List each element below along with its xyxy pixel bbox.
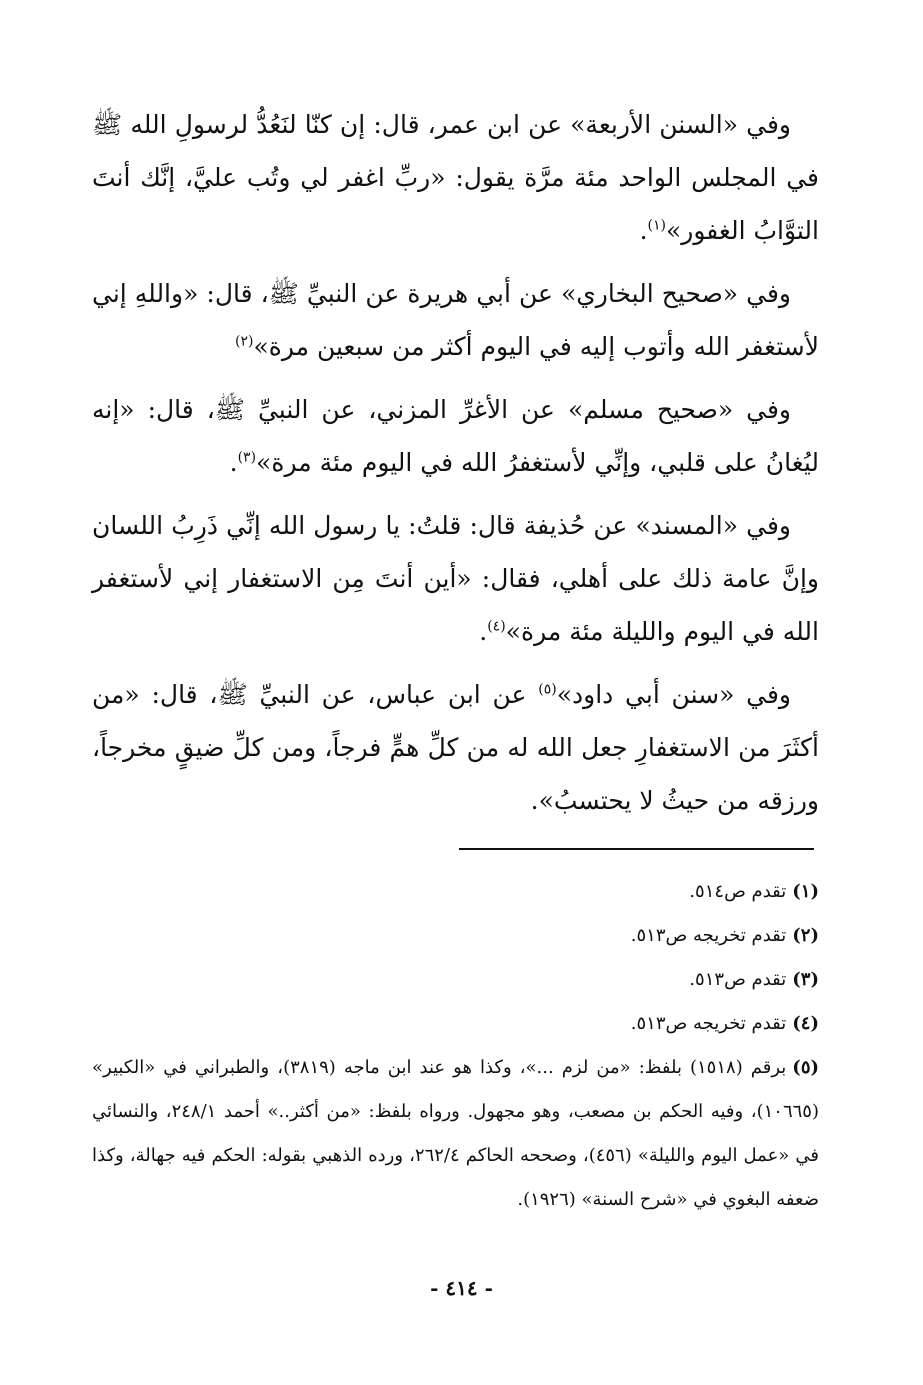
- footnote-number: (٢): [792, 925, 819, 946]
- footnote-3: [92, 958, 819, 1002]
- footnote-2: [92, 914, 819, 958]
- paragraph-text: وفي «السنن الأربعة» عن ابن عمر، قال: إن كنّا لنَعُدُّ لرسولِ الله ﷺ في المجلس الواحد مئة مرَّة يقول: «ربِّ اغفر لي وتُب عليَّ، إنَّك أنتَ التوَّابُ الغفور»: [92, 110, 819, 245]
- paragraph-sunan-arbaa: [92, 98, 819, 257]
- footnotes: [92, 870, 819, 1222]
- footnote-divider: [459, 848, 814, 850]
- footnote-number: (٣): [792, 969, 819, 990]
- paragraph-muslim: [92, 383, 819, 489]
- footnote-text: تقدم تخريجه ص٥١٣.: [630, 1013, 787, 1034]
- paragraph-text: وفي «سنن أبي داود»: [556, 680, 791, 709]
- footnote-ref: (٣): [237, 449, 257, 466]
- paragraph-text: وفي «المسند» عن حُذيفة قال: قلتُ: يا رسول الله إنِّي ذَرِبُ اللسان وإنَّ عامة ذلك على أهلي، فقال: «أين أنتَ مِن الاستغفار إني لأستغفر الله في اليوم والليلة مئة مرة»: [92, 511, 819, 646]
- footnote-number: (٥): [792, 1057, 820, 1078]
- paragraph-musnad: [92, 499, 819, 658]
- paragraph-text: وفي «صحيح مسلم» عن الأغرِّ المزني، عن النبيِّ ﷺ، قال: «إنه ليُغانُ على قلبي، وإنِّي لأستغفرُ الله في اليوم مئة مرة»: [92, 395, 819, 477]
- footnote-text: تقدم ص٥١٤.: [689, 881, 787, 902]
- footnote-1: [92, 870, 819, 914]
- footnote-number: (١): [792, 881, 819, 902]
- paragraph-tail: .: [479, 617, 488, 646]
- footnote-text: تقدم ص٥١٣.: [689, 969, 787, 990]
- footnote-number: (٤): [792, 1013, 819, 1034]
- paragraph-tail: .: [639, 216, 648, 245]
- footnote-ref: (٥): [538, 681, 557, 698]
- paragraph-tail: .: [229, 448, 238, 477]
- paragraph-text: وفي «صحيح البخاري» عن أبي هريرة عن النبيِّ ﷺ، قال: «واللهِ إني لأستغفر الله وأتوب إليه في اليوم أكثر من سبعين مرة»: [92, 279, 819, 361]
- footnote-4: [92, 1002, 819, 1046]
- footnote-ref: (١): [647, 217, 666, 234]
- page-number: - ٤١٤ -: [430, 1276, 493, 1300]
- paragraph-bukhari: [92, 267, 819, 373]
- footnote-ref: (٤): [487, 618, 506, 635]
- footnote-5: [92, 1046, 819, 1222]
- footnote-text: تقدم تخريجه ص٥١٣.: [630, 925, 787, 946]
- paragraph-tail: عن ابن عباس، عن النبيِّ ﷺ، قال: «من أكثَرَ من الاستغفارِ جعل الله له من كلِّ همٍّ فرجاً، ومن كلِّ ضيقٍ مخرجاً، ورزقه من حيثُ لا يحتسبُ».: [92, 680, 819, 815]
- footnote-ref: (٢): [234, 333, 254, 350]
- paragraph-abu-dawud: [92, 668, 819, 827]
- footnote-text: برقم (١٥١٨) بلفظ: «من لزم ...»، وكذا هو عند ابن ماجه (٣٨١٩)، والطبراني في «الكبير» (١٠٦٦٥)، وفيه الحكم بن مصعب، وهو مجهول. ورواه بلفظ: «من أكثر..» أحمد ٢٤٨/١، والنسائي في «عمل اليوم والليلة» (٤٥٦)، وصححه الحاكم ٢٦٢/٤، ورده الذهبي بقوله: الحكم فيه جهالة، وكذا ضعفه البغوي في «شرح السنة» (١٩٢٦).: [92, 1057, 819, 1210]
